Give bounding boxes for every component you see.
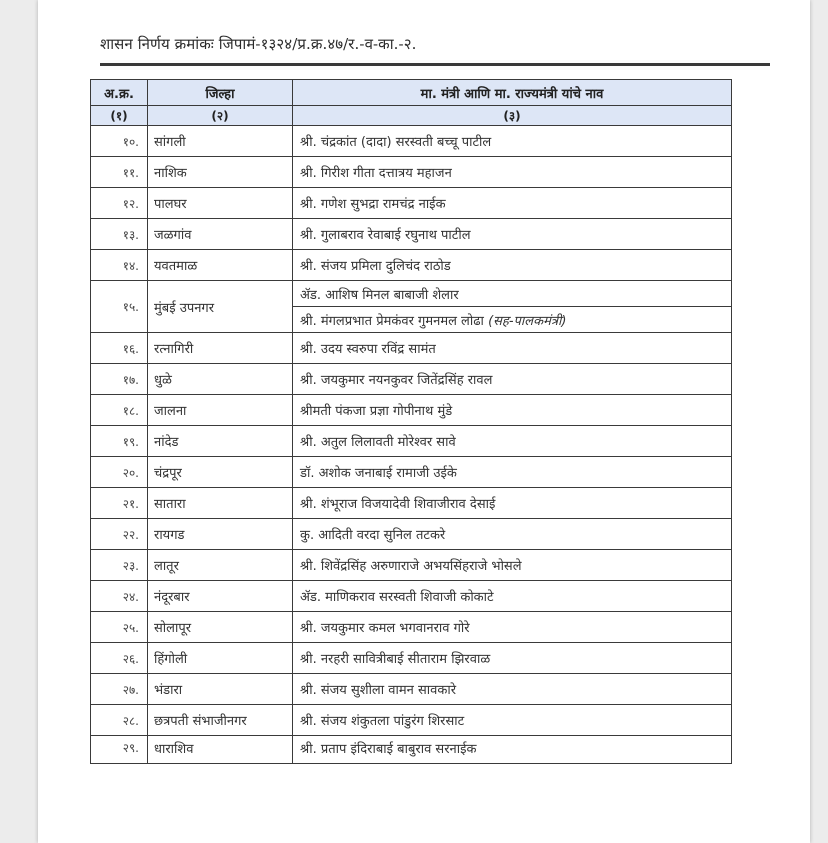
table-row bbox=[91, 457, 732, 488]
row-serial: १५. bbox=[91, 281, 148, 333]
header-divider bbox=[100, 63, 770, 66]
row-serial: २१. bbox=[91, 488, 148, 519]
row-district: चंद्रपूर bbox=[148, 457, 293, 488]
table-row bbox=[91, 674, 732, 705]
row-serial: १०. bbox=[91, 126, 148, 157]
row-minister-name: ॲड. आशिष मिनल बाबाजी शेलार bbox=[293, 281, 732, 307]
row-district: सातारा bbox=[148, 488, 293, 519]
row-district: रायगड bbox=[148, 519, 293, 550]
row-minister-name: श्री. शिवेंद्रसिंह अरुणाराजे अभयसिंहराजे भोसले bbox=[293, 550, 732, 581]
table-row bbox=[91, 581, 732, 612]
column-header-district: जिल्हा bbox=[148, 80, 293, 106]
row-district: मुंबई उपनगर bbox=[148, 281, 293, 333]
column-number-2: (२) bbox=[148, 106, 293, 126]
row-serial: १३. bbox=[91, 219, 148, 250]
row-serial: २२. bbox=[91, 519, 148, 550]
table-row bbox=[91, 333, 732, 364]
row-minister-name: श्री. उदय स्वरुपा रविंद्र सामंत bbox=[293, 333, 732, 364]
table-row bbox=[91, 643, 732, 674]
row-district: नंदूरबार bbox=[148, 581, 293, 612]
row-serial: २६. bbox=[91, 643, 148, 674]
row-minister-name: श्री. गणेश सुभद्रा रामचंद्र नाईक bbox=[293, 188, 732, 219]
document-header: शासन निर्णय क्रमांकः जिपामं-१३२४/प्र.क्र.४७/र.-व-का.-२. bbox=[100, 35, 417, 53]
row-serial: २८. bbox=[91, 705, 148, 736]
co-minister-note: (सह-पालकमंत्री) bbox=[488, 313, 567, 329]
table-row bbox=[91, 550, 732, 581]
row-minister-name: श्री. संजय शंकुतला पांडुरंग शिरसाट bbox=[293, 705, 732, 736]
table-header-row bbox=[91, 80, 732, 106]
table-row bbox=[91, 126, 732, 157]
row-district: पालघर bbox=[148, 188, 293, 219]
row-serial: १४. bbox=[91, 250, 148, 281]
column-number-3: (३) bbox=[293, 106, 732, 126]
row-district: धाराशिव bbox=[148, 736, 293, 764]
table-row bbox=[91, 519, 732, 550]
column-header-minister-name: मा. मंत्री आणि मा. राज्यमंत्री यांचे नाव bbox=[293, 80, 732, 106]
row-district: जालना bbox=[148, 395, 293, 426]
row-minister-name: श्री. जयकुमार कमल भगवानराव गोरे bbox=[293, 612, 732, 643]
column-header-serial: अ.क्र. bbox=[91, 80, 148, 106]
row-district: सोलापूर bbox=[148, 612, 293, 643]
guardian-minister-table bbox=[90, 79, 732, 764]
row-district: जळगांव bbox=[148, 219, 293, 250]
row-co-minister-name bbox=[293, 307, 732, 333]
row-serial: १७. bbox=[91, 364, 148, 395]
table-row bbox=[91, 157, 732, 188]
row-serial: १६. bbox=[91, 333, 148, 364]
table-row bbox=[91, 612, 732, 643]
row-minister-name: कु. आदिती वरदा सुनिल तटकरे bbox=[293, 519, 732, 550]
table-row bbox=[91, 426, 732, 457]
row-serial: २०. bbox=[91, 457, 148, 488]
row-district: यवतमाळ bbox=[148, 250, 293, 281]
row-serial: २५. bbox=[91, 612, 148, 643]
row-serial: २९. bbox=[91, 736, 148, 764]
table-row bbox=[91, 705, 732, 736]
row-minister-name: श्री. शंभूराज विजयादेवी शिवाजीराव देसाई bbox=[293, 488, 732, 519]
row-district: छत्रपती संभाजीनगर bbox=[148, 705, 293, 736]
co-minister-name: श्री. मंगलप्रभात प्रेमकंवर गुमनमल लोढा bbox=[300, 313, 484, 329]
row-district: हिंगोली bbox=[148, 643, 293, 674]
table-row bbox=[91, 395, 732, 426]
row-district: भंडारा bbox=[148, 674, 293, 705]
row-minister-name: श्रीमती पंकजा प्रज्ञा गोपीनाथ मुंडे bbox=[293, 395, 732, 426]
row-district: नाशिक bbox=[148, 157, 293, 188]
row-serial: १८. bbox=[91, 395, 148, 426]
table-row bbox=[91, 219, 732, 250]
row-minister-name: श्री. गिरीश गीता दत्तात्रय महाजन bbox=[293, 157, 732, 188]
table-row bbox=[91, 188, 732, 219]
row-serial: २४. bbox=[91, 581, 148, 612]
row-minister-name: श्री. संजय सुशीला वामन सावकारे bbox=[293, 674, 732, 705]
row-serial: ११. bbox=[91, 157, 148, 188]
row-minister-name: श्री. नरहरी सावित्रीबाई सीताराम झिरवाळ bbox=[293, 643, 732, 674]
row-minister-name: श्री. जयकुमार नयनकुवर जितेंद्रसिंह रावल bbox=[293, 364, 732, 395]
row-serial: १२. bbox=[91, 188, 148, 219]
row-minister-name: श्री. प्रताप इंदिराबाई बाबुराव सरनाईक bbox=[293, 736, 732, 764]
column-number-1: (१) bbox=[91, 106, 148, 126]
table-row bbox=[91, 736, 732, 764]
row-minister-name: श्री. संजय प्रमिला दुलिचंद राठोड bbox=[293, 250, 732, 281]
row-minister-name: श्री. गुलाबराव रेवाबाई रघुनाथ पाटील bbox=[293, 219, 732, 250]
table-row bbox=[91, 364, 732, 395]
row-serial: १९. bbox=[91, 426, 148, 457]
row-district: सांगली bbox=[148, 126, 293, 157]
row-minister-name: श्री. चंद्रकांत (दादा) सरस्वती बच्चू पाटील bbox=[293, 126, 732, 157]
row-district: नांदेड bbox=[148, 426, 293, 457]
row-serial: २७. bbox=[91, 674, 148, 705]
row-minister-name: ॲड. माणिकराव सरस्वती शिवाजी कोकाटे bbox=[293, 581, 732, 612]
table-row bbox=[91, 281, 732, 307]
row-minister-name: डॉ. अशोक जनाबाई रामाजी उईके bbox=[293, 457, 732, 488]
row-district: लातूर bbox=[148, 550, 293, 581]
row-minister-name: श्री. अतुल लिलावती मोरेश्वर सावे bbox=[293, 426, 732, 457]
row-district: रत्नागिरी bbox=[148, 333, 293, 364]
table-row bbox=[91, 250, 732, 281]
row-district: धुळे bbox=[148, 364, 293, 395]
table-row bbox=[91, 488, 732, 519]
row-serial: २३. bbox=[91, 550, 148, 581]
table-column-number-row bbox=[91, 106, 732, 126]
